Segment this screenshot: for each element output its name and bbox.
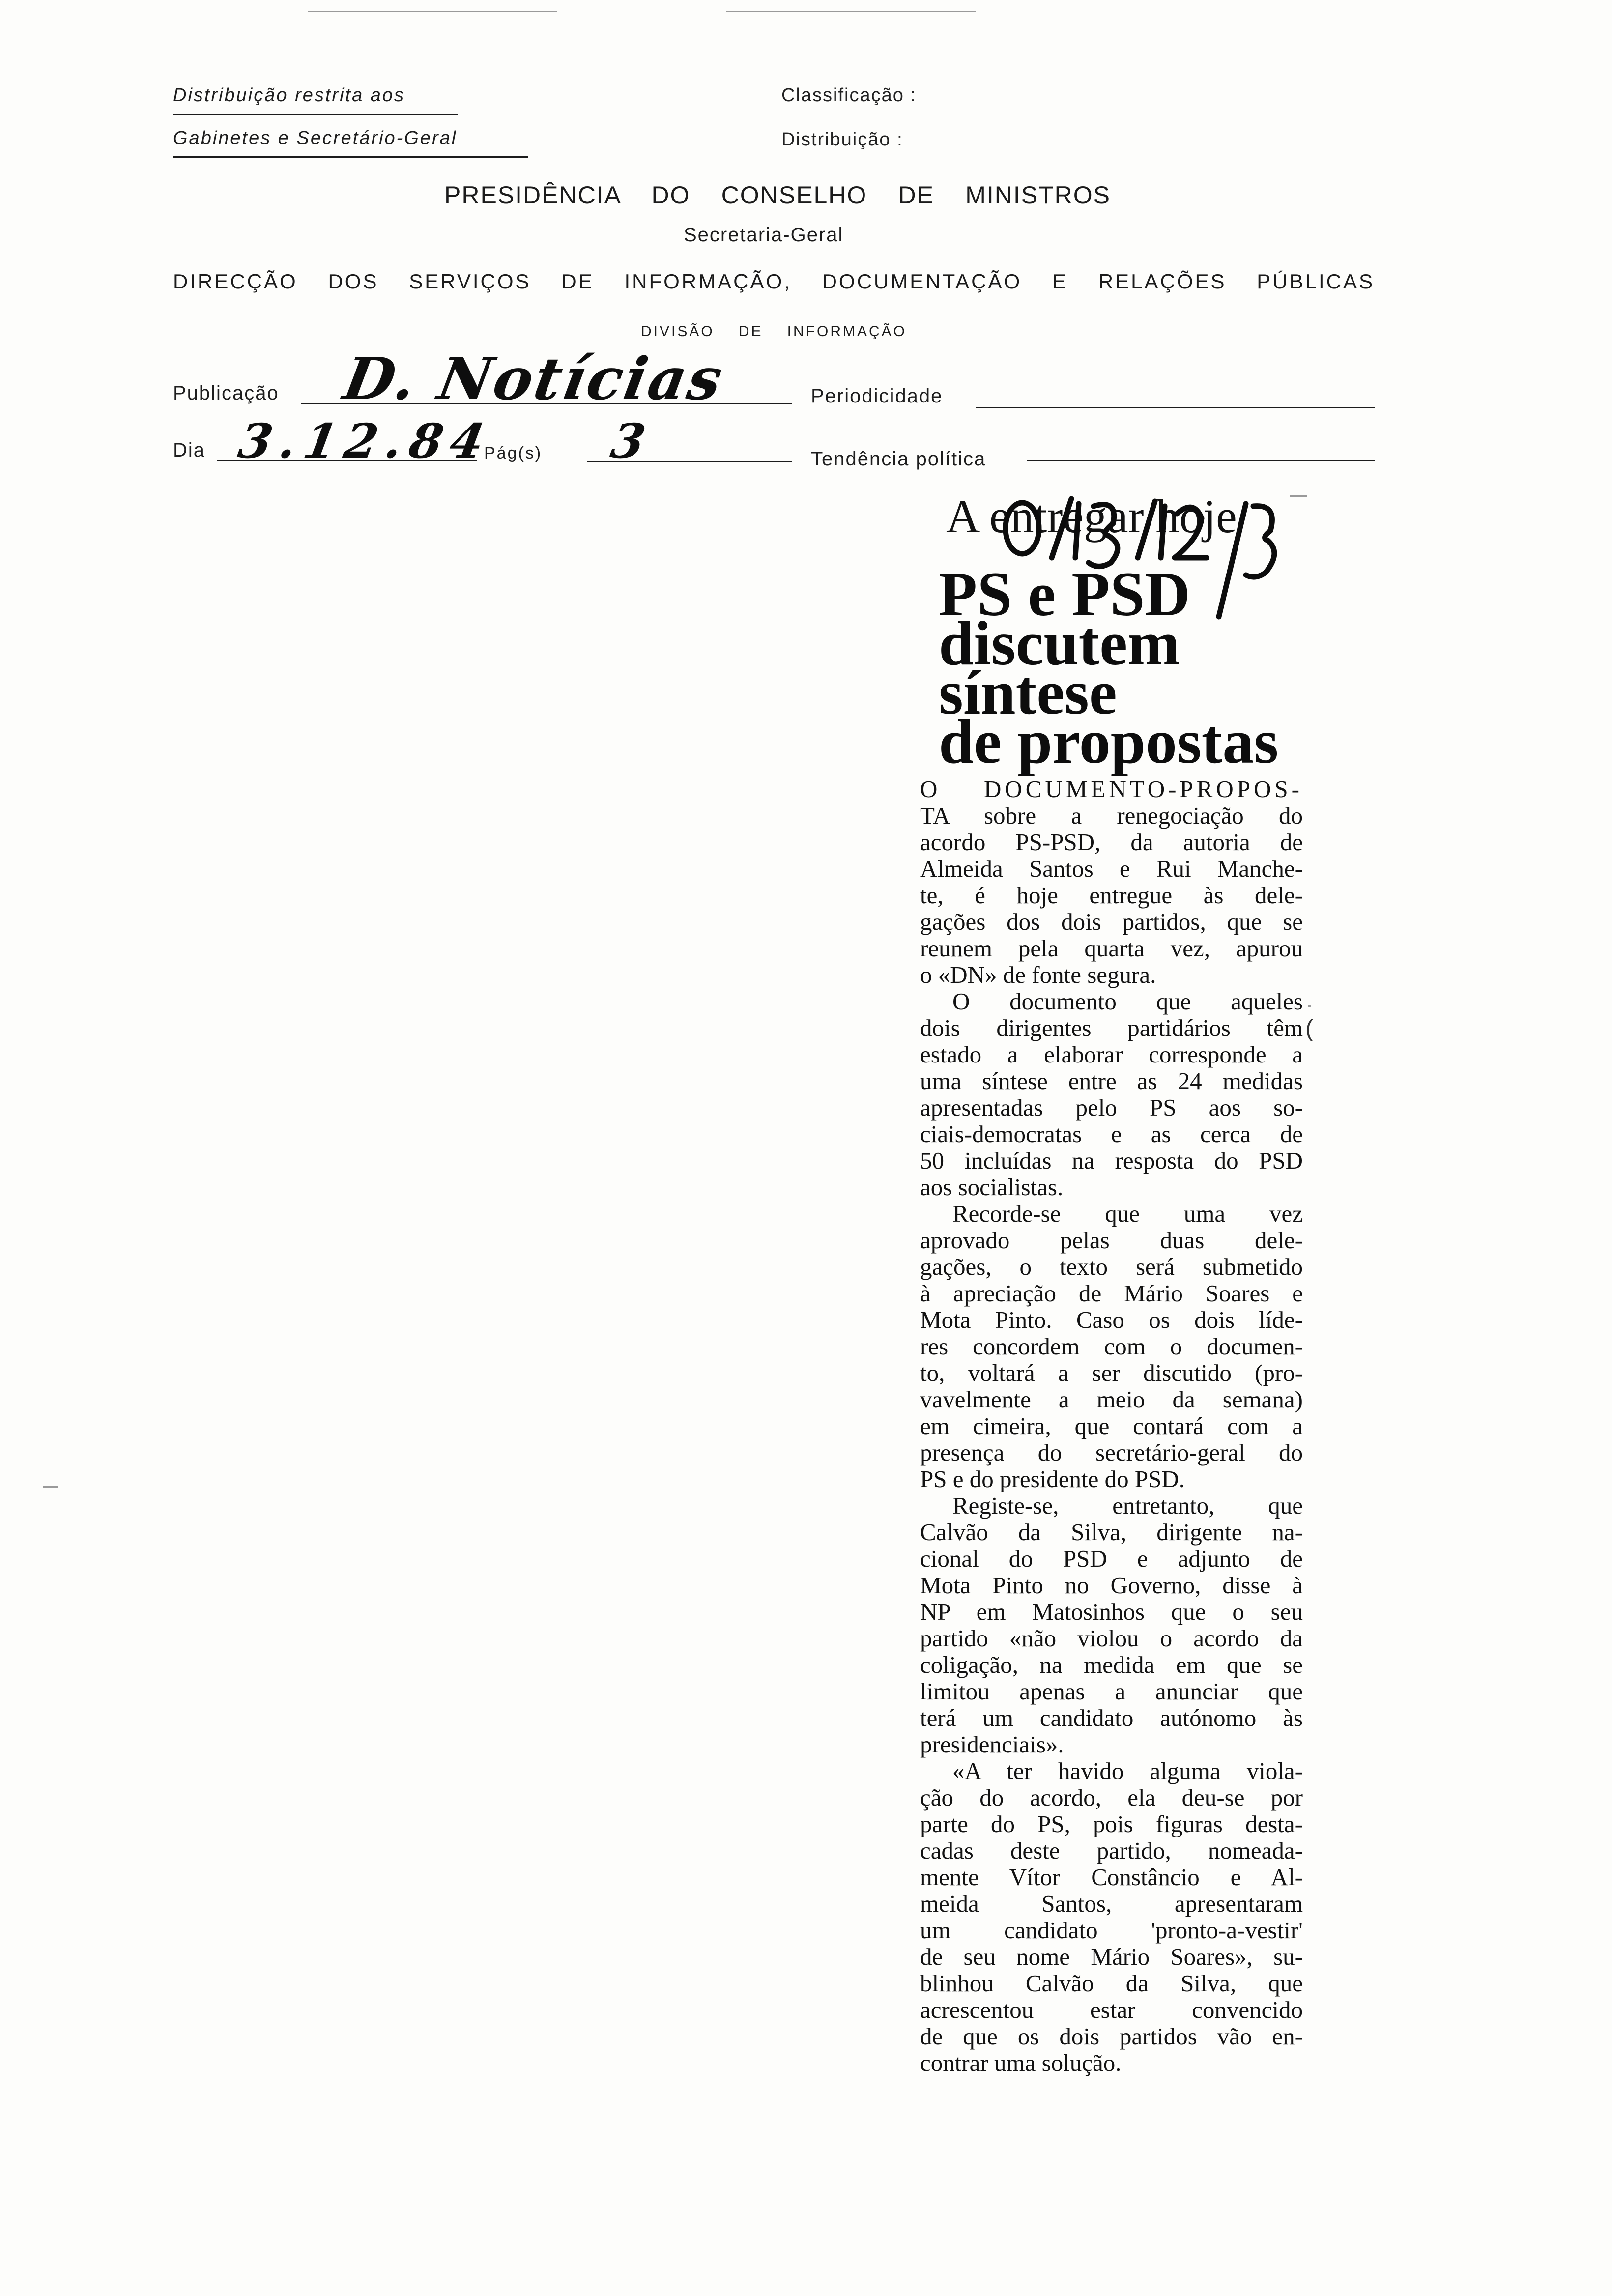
- article-body-line: terá um candidato autónomo às: [920, 1705, 1303, 1731]
- political-tendency-label: Tendência política: [811, 448, 986, 470]
- article-body-line: presença do secretário-geral do: [920, 1439, 1303, 1466]
- article-body-line: uma síntese entre as 24 medidas: [920, 1068, 1303, 1094]
- article-body-line: PS e do presidente do PSD.: [920, 1466, 1185, 1492]
- article-body-line: coligação, na medida em que se: [920, 1652, 1303, 1678]
- periodicity-label: Periodicidade: [811, 385, 943, 407]
- article-body-line: um candidato 'pronto-a-vestir': [920, 1917, 1303, 1944]
- article-body-line: acrescentou estar convencido: [920, 1997, 1303, 2023]
- article-body-line: Mota Pinto no Governo, disse à: [920, 1572, 1303, 1599]
- article-body-line: meida Santos, apresentaram: [920, 1891, 1303, 1917]
- article-body-line: cional do PSD e adjunto de: [920, 1546, 1303, 1572]
- scan-edge-line: [308, 11, 557, 12]
- institution-title: PRESIDÊNCIA DO CONSELHO DE MINISTROS: [444, 181, 1111, 209]
- article-headline-line: PS e PSD: [939, 559, 1190, 629]
- article-headline-line: discutem: [939, 608, 1180, 678]
- scan-edge-line: [726, 11, 976, 12]
- classification-label: Classificação :: [781, 85, 917, 106]
- division-line: DIVISÃO DE INFORMAÇÃO: [641, 323, 907, 340]
- article-body-line: Almeida Santos e Rui Manche-: [920, 856, 1303, 882]
- article-body-line: Recorde-se que uma vez: [952, 1201, 1303, 1227]
- article-body-line: mente Vítor Constâncio e Al-: [920, 1864, 1303, 1891]
- article-body-line: aprovado pelas duas dele-: [920, 1227, 1303, 1254]
- distribution-label: Distribuição :: [781, 129, 903, 150]
- article-body-line: acordo PS-PSD, da autoria de: [920, 829, 1303, 856]
- article-headline-line: síntese: [939, 658, 1117, 727]
- stray-mark: [43, 1486, 58, 1488]
- handwritten-pages-value: 3: [606, 413, 650, 469]
- article-body-line: ciais-democratas e as cerca de: [920, 1121, 1303, 1148]
- stray-mark: [1308, 1004, 1311, 1007]
- article-body-line: blinhou Calvão da Silva, que: [920, 1970, 1303, 1997]
- periodicity-line: [976, 407, 1375, 408]
- article-body-line: «A ter havido alguma viola-: [952, 1758, 1303, 1784]
- article-body-line: partido «não violou o acordo da: [920, 1625, 1303, 1652]
- article-body-line: presidenciais».: [920, 1731, 1064, 1758]
- article-body-line: estado a elaborar corresponde a: [920, 1041, 1303, 1068]
- article-body-line: cadas deste partido, nomeada-: [920, 1837, 1303, 1864]
- pages-label: Pág(s): [484, 444, 543, 462]
- article-body-line: 50 incluídas na resposta do PSD: [920, 1148, 1303, 1174]
- article-body-line: o «DN» de fonte segura.: [920, 962, 1156, 988]
- article-body-line: parte do PS, pois figuras desta-: [920, 1811, 1303, 1837]
- article-body-line: O documento que aqueles: [952, 988, 1303, 1015]
- article-body-line: aos socialistas.: [920, 1174, 1064, 1201]
- article-body-line: reunem pela quarta vez, apurou: [920, 935, 1303, 962]
- stray-mark: (: [1305, 1016, 1313, 1042]
- article-body-line: gações dos dois partidos, que se: [920, 909, 1303, 935]
- article-body-line: à apreciação de Mário Soares e: [920, 1280, 1303, 1307]
- publication-label: Publicação: [173, 382, 279, 404]
- day-label: Dia: [173, 439, 206, 461]
- article-body-line: res concordem com o documen-: [920, 1333, 1303, 1360]
- article-body-line: to, voltará a ser discutido (pro-: [920, 1360, 1303, 1386]
- handwritten-reference-annotation: [978, 484, 1283, 631]
- distribution-underline: [173, 114, 458, 115]
- article-body-line: ção do acordo, ela deu-se por: [920, 1784, 1303, 1811]
- article-body-line: Registe-se, entretanto, que: [952, 1492, 1303, 1519]
- article-body-line: de que os dois partidos vão en-: [920, 2023, 1303, 2050]
- handwritten-publication-value: D. Notícias: [339, 344, 729, 413]
- article-body-line: gações, o texto será submetido: [920, 1254, 1303, 1280]
- secretariat-subtitle: Secretaria-Geral: [684, 224, 844, 246]
- article-body-line: apresentadas pelo PS aos so-: [920, 1094, 1303, 1121]
- article-body: [920, 776, 1303, 2076]
- stray-mark: [1290, 495, 1307, 497]
- article-body-line: NP em Matosinhos que o seu: [920, 1599, 1303, 1625]
- article-headline-line: de propostas: [939, 707, 1279, 776]
- article-body-line: em cimeira, que contará com a: [920, 1413, 1303, 1439]
- handwritten-day-value: 3.12.84: [234, 413, 496, 469]
- distribution-offices-text: Gabinetes e Secretário-Geral: [173, 128, 458, 148]
- article-body-line: vavelmente a meio da semana): [920, 1386, 1303, 1413]
- article-body-line: dois dirigentes partidários têm: [920, 1015, 1303, 1041]
- directorate-line: DIRECÇÃO DOS SERVIÇOS DE INFORMAÇÃO, DOCUMENTAÇÃO E RELAÇÕES PÚBLICAS: [173, 270, 1375, 293]
- article-body-line: TA sobre a renegociação do: [920, 803, 1303, 829]
- article-body-line: de seu nome Mário Soares», su-: [920, 1944, 1303, 1970]
- article-body-line: Calvão da Silva, dirigente na-: [920, 1519, 1303, 1546]
- article-body-line: Mota Pinto. Caso os dois líde-: [920, 1307, 1303, 1333]
- article-body-line: limitou apenas a anunciar que: [920, 1678, 1303, 1705]
- political-tendency-line: [1027, 460, 1375, 461]
- distribution-underline: [173, 156, 528, 158]
- article-body-line: O DOCUMENTO-PROPOS-: [920, 776, 1303, 803]
- distribution-restricted-text: Distribuição restrita aos: [173, 85, 405, 106]
- article-body-line: te, é hoje entregue às dele-: [920, 882, 1303, 909]
- article-kicker: A entregar hoje: [946, 490, 1237, 543]
- article-body-line: contrar uma solução.: [920, 2050, 1122, 2076]
